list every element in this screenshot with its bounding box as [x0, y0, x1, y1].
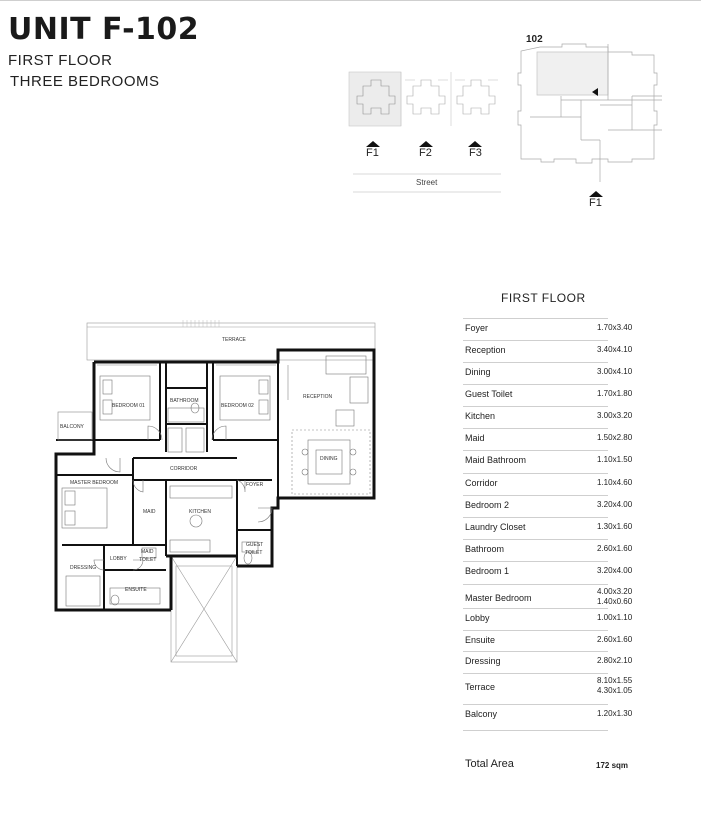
- area-row-dim: 3.00x3.20: [597, 411, 633, 420]
- floor-key-building-label: F1: [589, 197, 602, 209]
- bedrooms-subtitle: THREE BEDROOMS: [10, 73, 160, 90]
- area-row-dim: 3.20x4.00: [597, 500, 633, 509]
- building-label-f2: F2: [419, 147, 432, 159]
- area-row-dim-secondary: 1.40x0.60: [597, 597, 633, 606]
- area-row: [463, 450, 633, 473]
- area-row: [463, 384, 633, 406]
- area-row-dim: 2.60x1.60: [597, 544, 633, 553]
- area-table-end: [463, 730, 608, 731]
- label-terrace: TERRACE: [222, 337, 246, 343]
- area-row-name: Laundry Closet: [465, 522, 526, 532]
- area-row-name: Dressing: [465, 656, 501, 666]
- area-row-dim: 3.20x4.00: [597, 566, 633, 575]
- area-row-name: Ensuite: [465, 635, 496, 645]
- area-row-dim: 1.10x1.50: [597, 455, 633, 464]
- area-row: [463, 495, 633, 517]
- label-master-bedroom: MASTER BEDROOM: [70, 480, 119, 486]
- unit-title: UNIT F-102: [8, 12, 200, 47]
- area-row: [463, 340, 633, 362]
- area-row-name: Corridor: [465, 478, 498, 488]
- area-row-dim: 2.80x2.10: [597, 656, 633, 665]
- area-row: [463, 630, 633, 651]
- area-row-dim: 1.20x1.30: [597, 709, 633, 718]
- area-row-name: Master Bedroom: [465, 593, 532, 603]
- area-row-dim: 3.00x4.10: [597, 367, 633, 376]
- total-area-label: Total Area: [465, 758, 514, 770]
- area-row: [463, 406, 633, 428]
- label-balcony: BALCONY: [60, 424, 84, 430]
- area-row-name: Bedroom 2: [465, 500, 510, 510]
- area-table-title: FIRST FLOOR: [501, 291, 586, 305]
- area-row: [463, 584, 633, 608]
- area-row-name: Kitchen: [465, 411, 496, 421]
- top-divider: [0, 0, 701, 1]
- area-row-name: Dining: [465, 367, 491, 377]
- area-row-dim: 1.70x1.80: [597, 389, 633, 398]
- label-ensuite: ENSUITE: [125, 587, 147, 593]
- area-row-dim: 1.00x1.10: [597, 613, 633, 622]
- label-bedroom-01: BEDROOM 01: [112, 403, 145, 409]
- area-row-dim: 3.40x4.10: [597, 345, 633, 354]
- area-row-name: Maid Bathroom: [465, 455, 527, 465]
- area-table: [463, 318, 633, 731]
- building-label-f1: F1: [366, 147, 379, 159]
- area-row: [463, 428, 633, 450]
- area-row-name: Maid: [465, 433, 485, 443]
- area-row-name: Reception: [465, 345, 506, 355]
- area-row: [463, 318, 633, 340]
- area-row-name: Lobby: [465, 613, 490, 623]
- area-row-dim: 1.10x4.60: [597, 478, 633, 487]
- area-row-name: Bedroom 1: [465, 566, 510, 576]
- label-guest-toilet-1: GUEST: [246, 542, 264, 548]
- area-row-name: Bathroom: [465, 544, 505, 554]
- area-row-dim: 1.70x3.40: [597, 323, 633, 332]
- label-lobby: LOBBY: [110, 556, 127, 562]
- area-row-name: Balcony: [465, 709, 498, 719]
- label-dining: DINING: [320, 456, 338, 462]
- area-row-dim-secondary: 4.30x1.05: [597, 686, 633, 695]
- label-dressing: DRESSING: [70, 565, 97, 571]
- label-maid: MAID: [143, 509, 156, 515]
- area-row: [463, 561, 633, 584]
- floor-key-unit-number: 102: [526, 34, 543, 45]
- area-row: [463, 362, 633, 384]
- area-row-dim: 1.30x1.60: [597, 522, 633, 531]
- area-row-dim: 4.00x3.20: [597, 587, 633, 596]
- area-row-name: Terrace: [465, 682, 496, 692]
- area-row: [463, 517, 633, 539]
- area-row-name: Foyer: [465, 323, 489, 333]
- area-row-name: Guest Toilet: [465, 389, 513, 399]
- area-row-dim: 2.60x1.60: [597, 635, 633, 644]
- label-reception: RECEPTION: [303, 394, 333, 400]
- area-row: [463, 651, 633, 673]
- label-foyer: FOYER: [246, 482, 264, 488]
- area-row: [463, 608, 633, 630]
- label-kitchen: KITCHEN: [189, 509, 211, 515]
- area-row-dim: 1.50x2.80: [597, 433, 633, 442]
- area-row: [463, 539, 633, 561]
- area-row: [463, 673, 633, 704]
- area-row: [463, 704, 633, 730]
- label-bedroom-02: BEDROOM 02: [221, 403, 254, 409]
- total-area-value: 172 sqm: [596, 761, 629, 770]
- label-bathroom: BATHROOM: [170, 398, 199, 404]
- street-label: Street: [416, 178, 438, 187]
- area-row: [463, 473, 633, 495]
- area-row-dim: 8.10x1.55: [597, 676, 633, 685]
- label-corridor: CORRIDOR: [170, 466, 198, 472]
- label-guest-toilet-2: TOILET: [245, 550, 263, 556]
- label-maid-toilet-1: MAID: [141, 549, 154, 555]
- unit-pointer-icon: [592, 88, 598, 96]
- building-label-f3: F3: [469, 147, 482, 159]
- label-maid-toilet-2: TOILET: [139, 557, 157, 563]
- floor-subtitle: FIRST FLOOR: [8, 52, 113, 69]
